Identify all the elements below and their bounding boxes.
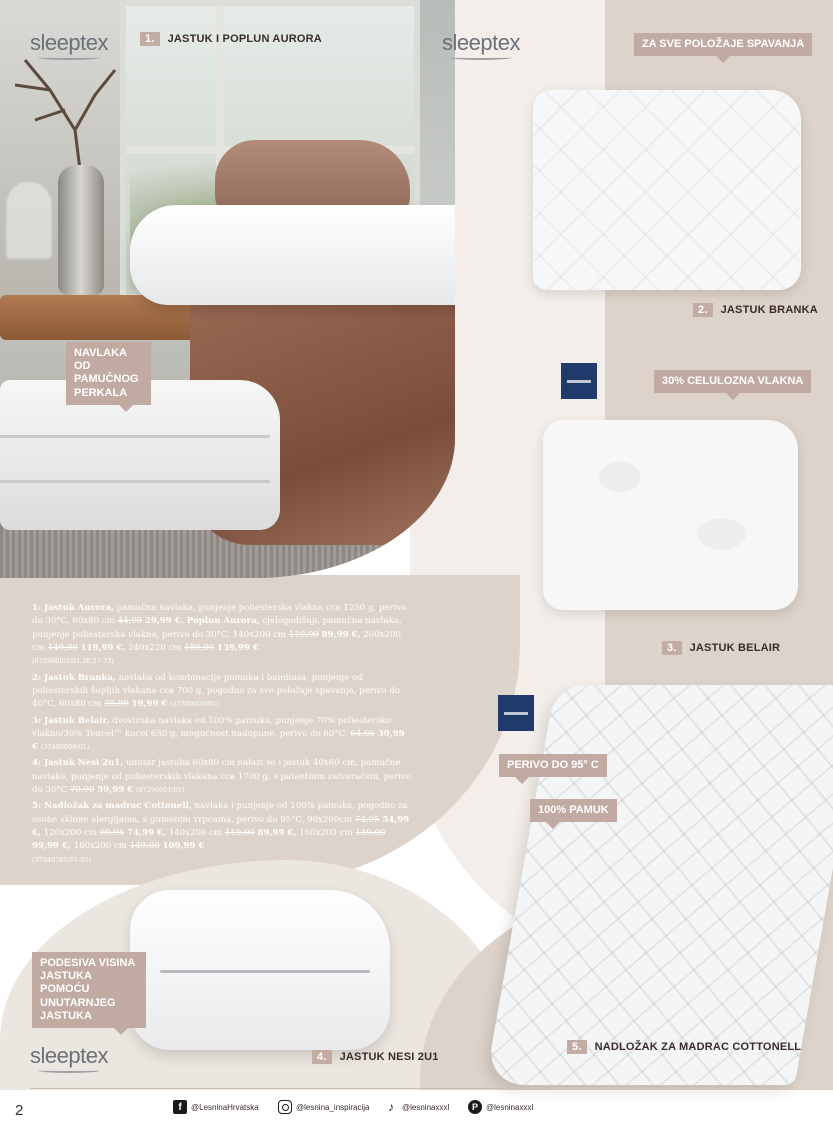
product-image-belair	[543, 420, 798, 610]
sleeptex-logo: sleeptex	[30, 1043, 108, 1068]
description-1: 1: Jastuk Aurora, pamučna navlaka, punjenje poliesterska vlakna cca 1250 g, perivo do 30°C, 60x80 cm 44,99 29,99 €. Poplun Aurora, cjelogodišnji, pamučna navlaka, punjenje poliesterska vlakna, perivo do 30°C, 140x200 cm 119,99 89,99 €, 200x200 cm 149,99 119,99 €, 240x220 cm 189,99 139,99 € (8729600/2/01,20,27-73)	[32, 603, 407, 666]
social-facebook[interactable]	[173, 1100, 259, 1114]
product-number: 1.	[140, 32, 160, 46]
product-number: 2.	[693, 303, 713, 317]
product-descriptions	[32, 602, 412, 870]
social-handle: @LesninaHrvatska	[191, 1102, 259, 1112]
product-image-nesi	[130, 890, 390, 1050]
description-2: 2: Jastuk Branka, navlaka od kombinacije pamuka i bambusa, punjenje od poliesterskih šupljih vlakana cca 700 g, pogodno za sve položaje spavanja, perivo do 40°C, 60x80 cm 39,99 19,99 € (37300009/01)	[32, 672, 401, 710]
brand-badge-icon	[561, 363, 597, 399]
social-tiktok[interactable]	[384, 1100, 449, 1114]
social-instagram[interactable]	[278, 1100, 370, 1114]
footer-divider	[30, 1088, 550, 1089]
facebook-icon: f	[173, 1100, 187, 1114]
pinterest-icon: P	[468, 1100, 482, 1114]
social-pinterest[interactable]	[468, 1100, 533, 1114]
sleeptex-logo: sleeptex	[442, 30, 520, 55]
product-number: 5.	[567, 1040, 587, 1054]
product-label-1	[140, 32, 322, 46]
feature-tag-percale: NAVLAKA OD PAMUČNOG PERKALA	[66, 342, 151, 405]
product-label-4	[312, 1050, 439, 1064]
feature-tag-washable: PERIVO DO 95° C	[499, 754, 607, 777]
product-title: JASTUK BRANKA	[720, 304, 818, 316]
social-handle: @lesnina_inspiracija	[296, 1102, 370, 1112]
feature-tag-adjustable: PODESIVA VISINA JASTUKA POMOĆU UNUTARNJEG JASTUKA	[32, 952, 146, 1028]
social-handle: @lesninaxxxl	[486, 1102, 534, 1112]
brand-badge-icon	[498, 695, 534, 731]
feature-tag-cotton: 100% PAMUK	[530, 799, 617, 822]
feature-tag-positions: ZA SVE POLOŽAJE SPAVANJA	[634, 33, 812, 56]
instagram-icon	[278, 1100, 292, 1114]
product-title: NADLOŽAK ZA MADRAC COTTONELL	[594, 1041, 802, 1053]
social-handle: @lesninaxxxl	[402, 1102, 450, 1112]
product-title: JASTUK NESI 2U1	[339, 1051, 439, 1063]
tiktok-icon: ♪	[388, 1100, 394, 1114]
description-4: 4: Jastuk Nesi 2u1, unutar jastuka 60x80 cm nalazi se i jastuk 40x60 cm, pamučne navlake, punjenje od poliesterskih vlakana cca 1700 g, s patentnim zatvaračem, perivo do 30°C 79,99 59,99 € (87296001/01)	[32, 758, 412, 796]
product-title: JASTUK I POPLUN AURORA	[167, 33, 322, 45]
product-label-2	[693, 303, 818, 317]
description-3: 3: Jastuk Belair, dvostruka navlaka od 100% pamuka, punjenje 70% poliestersko vlakno/30% Tencel™ kocel 630 g, mogućnost nadopune, perivo do 60°C, 64,95 39,99 € (37490008/01)	[32, 715, 405, 753]
product-label-3	[662, 641, 780, 655]
product-label-5	[567, 1040, 801, 1054]
product-number: 3.	[662, 641, 682, 655]
page-number: 2	[15, 1102, 24, 1119]
product-image-branka	[533, 90, 801, 290]
description-5: 5: Nadložak za madrac Cottonell, navlaka i punjenje od 100% pamuka, pogodno za osobe sklone alergijama, s gumenim vrpcama, perivo do 95°C, 90x200cm 74,95 54,99 €, 120x200 cm 99,95 74,99 €, 140x200 cm 119,00 89,99 €, 160x200 cm 139,00 99,99 €, 180x200 cm 149,00 109,99 € (37340765/01-05)	[32, 801, 410, 864]
feature-tag-cellulose: 30% CELULOZNA VLAKNA	[654, 370, 811, 393]
sleeptex-logo: sleeptex	[30, 30, 108, 55]
product-number: 4.	[312, 1050, 332, 1064]
bedroom-photo	[0, 0, 455, 578]
product-title: JASTUK BELAIR	[689, 642, 781, 654]
